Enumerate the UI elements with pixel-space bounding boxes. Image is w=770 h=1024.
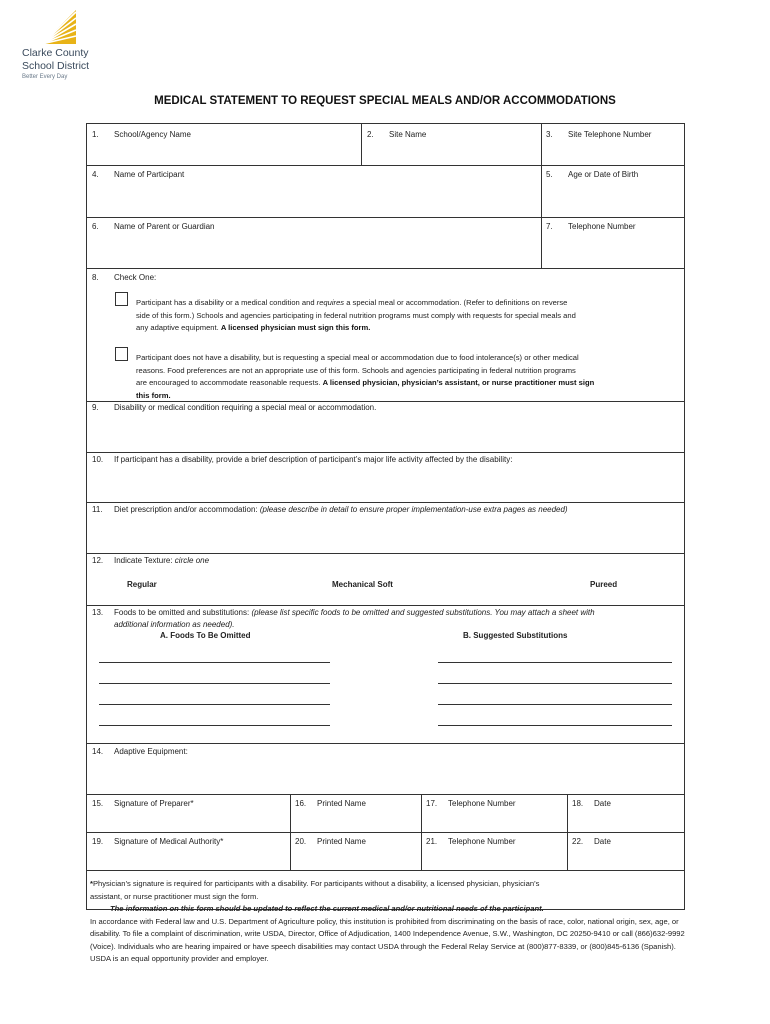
foods-omitted-line-2[interactable] — [99, 683, 330, 684]
field-number: 20. — [295, 837, 307, 846]
field-number: 14. — [92, 747, 104, 756]
check-one-label: Check One: — [114, 273, 157, 282]
substitution-line-4[interactable] — [438, 725, 672, 726]
field-number: 21. — [426, 837, 438, 846]
district-logo — [22, 8, 132, 80]
field-number: 4. — [92, 170, 99, 179]
medical-authority-signature-field[interactable]: Signature of Medical Authority* — [114, 837, 224, 846]
authority-date-cell[interactable] — [567, 833, 684, 870]
telephone-label: Telephone Number — [448, 799, 516, 808]
foods-omitted-label-cont: additional information as needed). — [114, 620, 235, 629]
row-life-activity[interactable] — [86, 453, 685, 503]
foods-omitted-line-3[interactable] — [99, 704, 330, 705]
telephone-label: Telephone Number — [568, 222, 636, 231]
texture-pureed-option[interactable]: Pureed — [590, 580, 618, 589]
school-agency-name-field[interactable]: School/Agency Name — [114, 130, 191, 139]
row-parent — [86, 218, 685, 269]
disability-condition-label: Disability or medical condition requiring a special meal or accommodation. — [114, 403, 377, 412]
substitution-line-3[interactable] — [438, 704, 672, 705]
row-diet-prescription[interactable] — [86, 503, 685, 554]
age-dob-label: Age or Date of Birth — [568, 170, 639, 179]
district-name-line1: Clarke County — [22, 47, 89, 59]
site-name-label: Site Name — [389, 130, 427, 139]
field-number: 5. — [546, 170, 553, 179]
row-foods-omitted — [86, 606, 685, 744]
life-activity-label: If participant has a disability, provide a brief description of participant’s major life activity affected by the disability: — [114, 455, 513, 464]
diet-prescription-label: Diet prescription and/or accommodation: (please describe in detail to ensure proper implementation-use extra pages as needed) — [114, 505, 568, 514]
row-school-site — [86, 124, 685, 166]
foods-omitted-label: Foods to be omitted and substitutions: (please list specific foods to be omitted and suggested substitutions. You may attach a sheet with — [114, 608, 595, 617]
site-telephone-cell[interactable] — [541, 124, 684, 165]
date-label: Date — [594, 837, 611, 846]
substitution-line-2[interactable] — [438, 683, 672, 684]
site-name-cell[interactable] — [361, 124, 541, 165]
field-number: 7. — [546, 222, 553, 231]
field-number: 10. — [92, 455, 104, 464]
texture-mechanical-soft-option[interactable]: Mechanical Soft — [332, 580, 393, 589]
field-number: 1. — [92, 130, 99, 139]
form-title: MEDICAL STATEMENT TO REQUEST SPECIAL MEALS AND/OR ACCOMMODATIONS — [154, 95, 616, 107]
field-number: 12. — [92, 556, 104, 565]
option-no-disability-text: Participant does not have a disability, but is requesting a special meal or accommodation due to food intolerance(s) or other medical reasons. Food preferences are not an appropriate use of this form. Schools and agencies participating in federal nutrition programs are encouraged to accommodate reasonable requests. A licensed physician, physician’s assistant, or nurse practitioner must sign this form. — [136, 353, 595, 400]
foods-omitted-line-4[interactable] — [99, 725, 330, 726]
row-adaptive-equipment[interactable] — [86, 744, 685, 795]
district-tagline: Better Every Day — [22, 74, 68, 80]
option-disability-checkbox[interactable] — [115, 292, 128, 306]
sunburst-logo-icon — [40, 8, 78, 46]
texture-label: Indicate Texture: circle one — [114, 556, 210, 565]
field-number: 9. — [92, 403, 99, 412]
field-number: 6. — [92, 222, 99, 231]
district-name-line2: School District — [22, 60, 90, 72]
field-number: 18. — [572, 799, 584, 808]
age-dob-cell[interactable] — [541, 166, 684, 217]
authority-telephone-cell[interactable] — [421, 833, 567, 870]
signature-note: *Physician’s signature is required for participants with a disability. For participants without a disability, a licensed physician, physician’s assistant, or nurse practitioner must sign the form. The information on this form should be updated to reflect the current medical and/or nutritional needs of the participant. — [90, 879, 544, 914]
medical-statement-form — [86, 123, 685, 910]
field-number: 17. — [426, 799, 438, 808]
site-telephone-label: Site Telephone Number — [568, 130, 652, 139]
printed-name-label: Printed Name — [317, 837, 366, 846]
texture-regular-option[interactable]: Regular — [127, 580, 157, 589]
option-disability-text: Participant has a disability or a medical condition and requires a special meal or accommodation. (Refer to definitions on reverse side of this form.) Schools and agencies participating in federal nutrition programs must comply with requests for special meals and any adaptive equipment. A licensed physician must sign this form. — [136, 298, 576, 333]
substitutions-heading: B. Suggested Substitutions — [463, 631, 568, 640]
field-number: 13. — [92, 608, 104, 617]
field-number: 19. — [92, 837, 104, 846]
date-label: Date — [594, 799, 611, 808]
authority-printed-name-cell[interactable] — [290, 833, 421, 870]
row-disability-condition[interactable] — [86, 401, 685, 453]
field-number: 3. — [546, 130, 553, 139]
preparer-telephone-cell[interactable] — [421, 795, 567, 832]
row-check-one — [86, 269, 685, 402]
field-number: 11. — [92, 505, 103, 514]
field-number: 2. — [367, 130, 374, 139]
telephone-label: Telephone Number — [448, 837, 516, 846]
nondiscrimination-statement: In accordance with Federal law and U.S. Department of Agriculture policy, this institution is prohibited from discriminating on the basis of race, color, national origin, sex, age, or disability. To file a complaint of discrimination, write USDA, Director, Office of Adjudication, 1400 Independence Avenue, S.W., Washington, DC 20250-9410 or call (866)632-9992 (Voice). Individuals who are hearing impaired or have speech disabilities may contact USDA through the Federal Relay Service at (800)877-8339, or (800)845-6136 (Spanish). USDA is an equal opportunity provider and employer. — [90, 917, 685, 964]
participant-name-field[interactable]: Name of Participant — [114, 170, 185, 179]
field-number: 16. — [295, 799, 307, 808]
adaptive-equipment-label: Adaptive Equipment: — [114, 747, 188, 756]
field-number: 15. — [92, 799, 104, 808]
substitution-line-1[interactable] — [438, 662, 672, 663]
row-medical-authority-signature — [86, 833, 685, 871]
preparer-date-cell[interactable] — [567, 795, 684, 832]
field-number: 8. — [92, 273, 99, 282]
row-texture — [86, 554, 685, 606]
row-participant — [86, 166, 685, 218]
preparer-signature-field[interactable]: Signature of Preparer* — [114, 799, 194, 808]
option-no-disability-checkbox[interactable] — [115, 347, 128, 361]
parent-guardian-field[interactable]: Name of Parent or Guardian — [114, 222, 215, 231]
preparer-printed-name-cell[interactable] — [290, 795, 421, 832]
telephone-cell[interactable] — [541, 218, 684, 268]
printed-name-label: Printed Name — [317, 799, 366, 808]
foods-omitted-heading: A. Foods To Be Omitted — [160, 631, 251, 640]
row-preparer-signature — [86, 795, 685, 833]
field-number: 22. — [572, 837, 584, 846]
foods-omitted-line-1[interactable] — [99, 662, 330, 663]
